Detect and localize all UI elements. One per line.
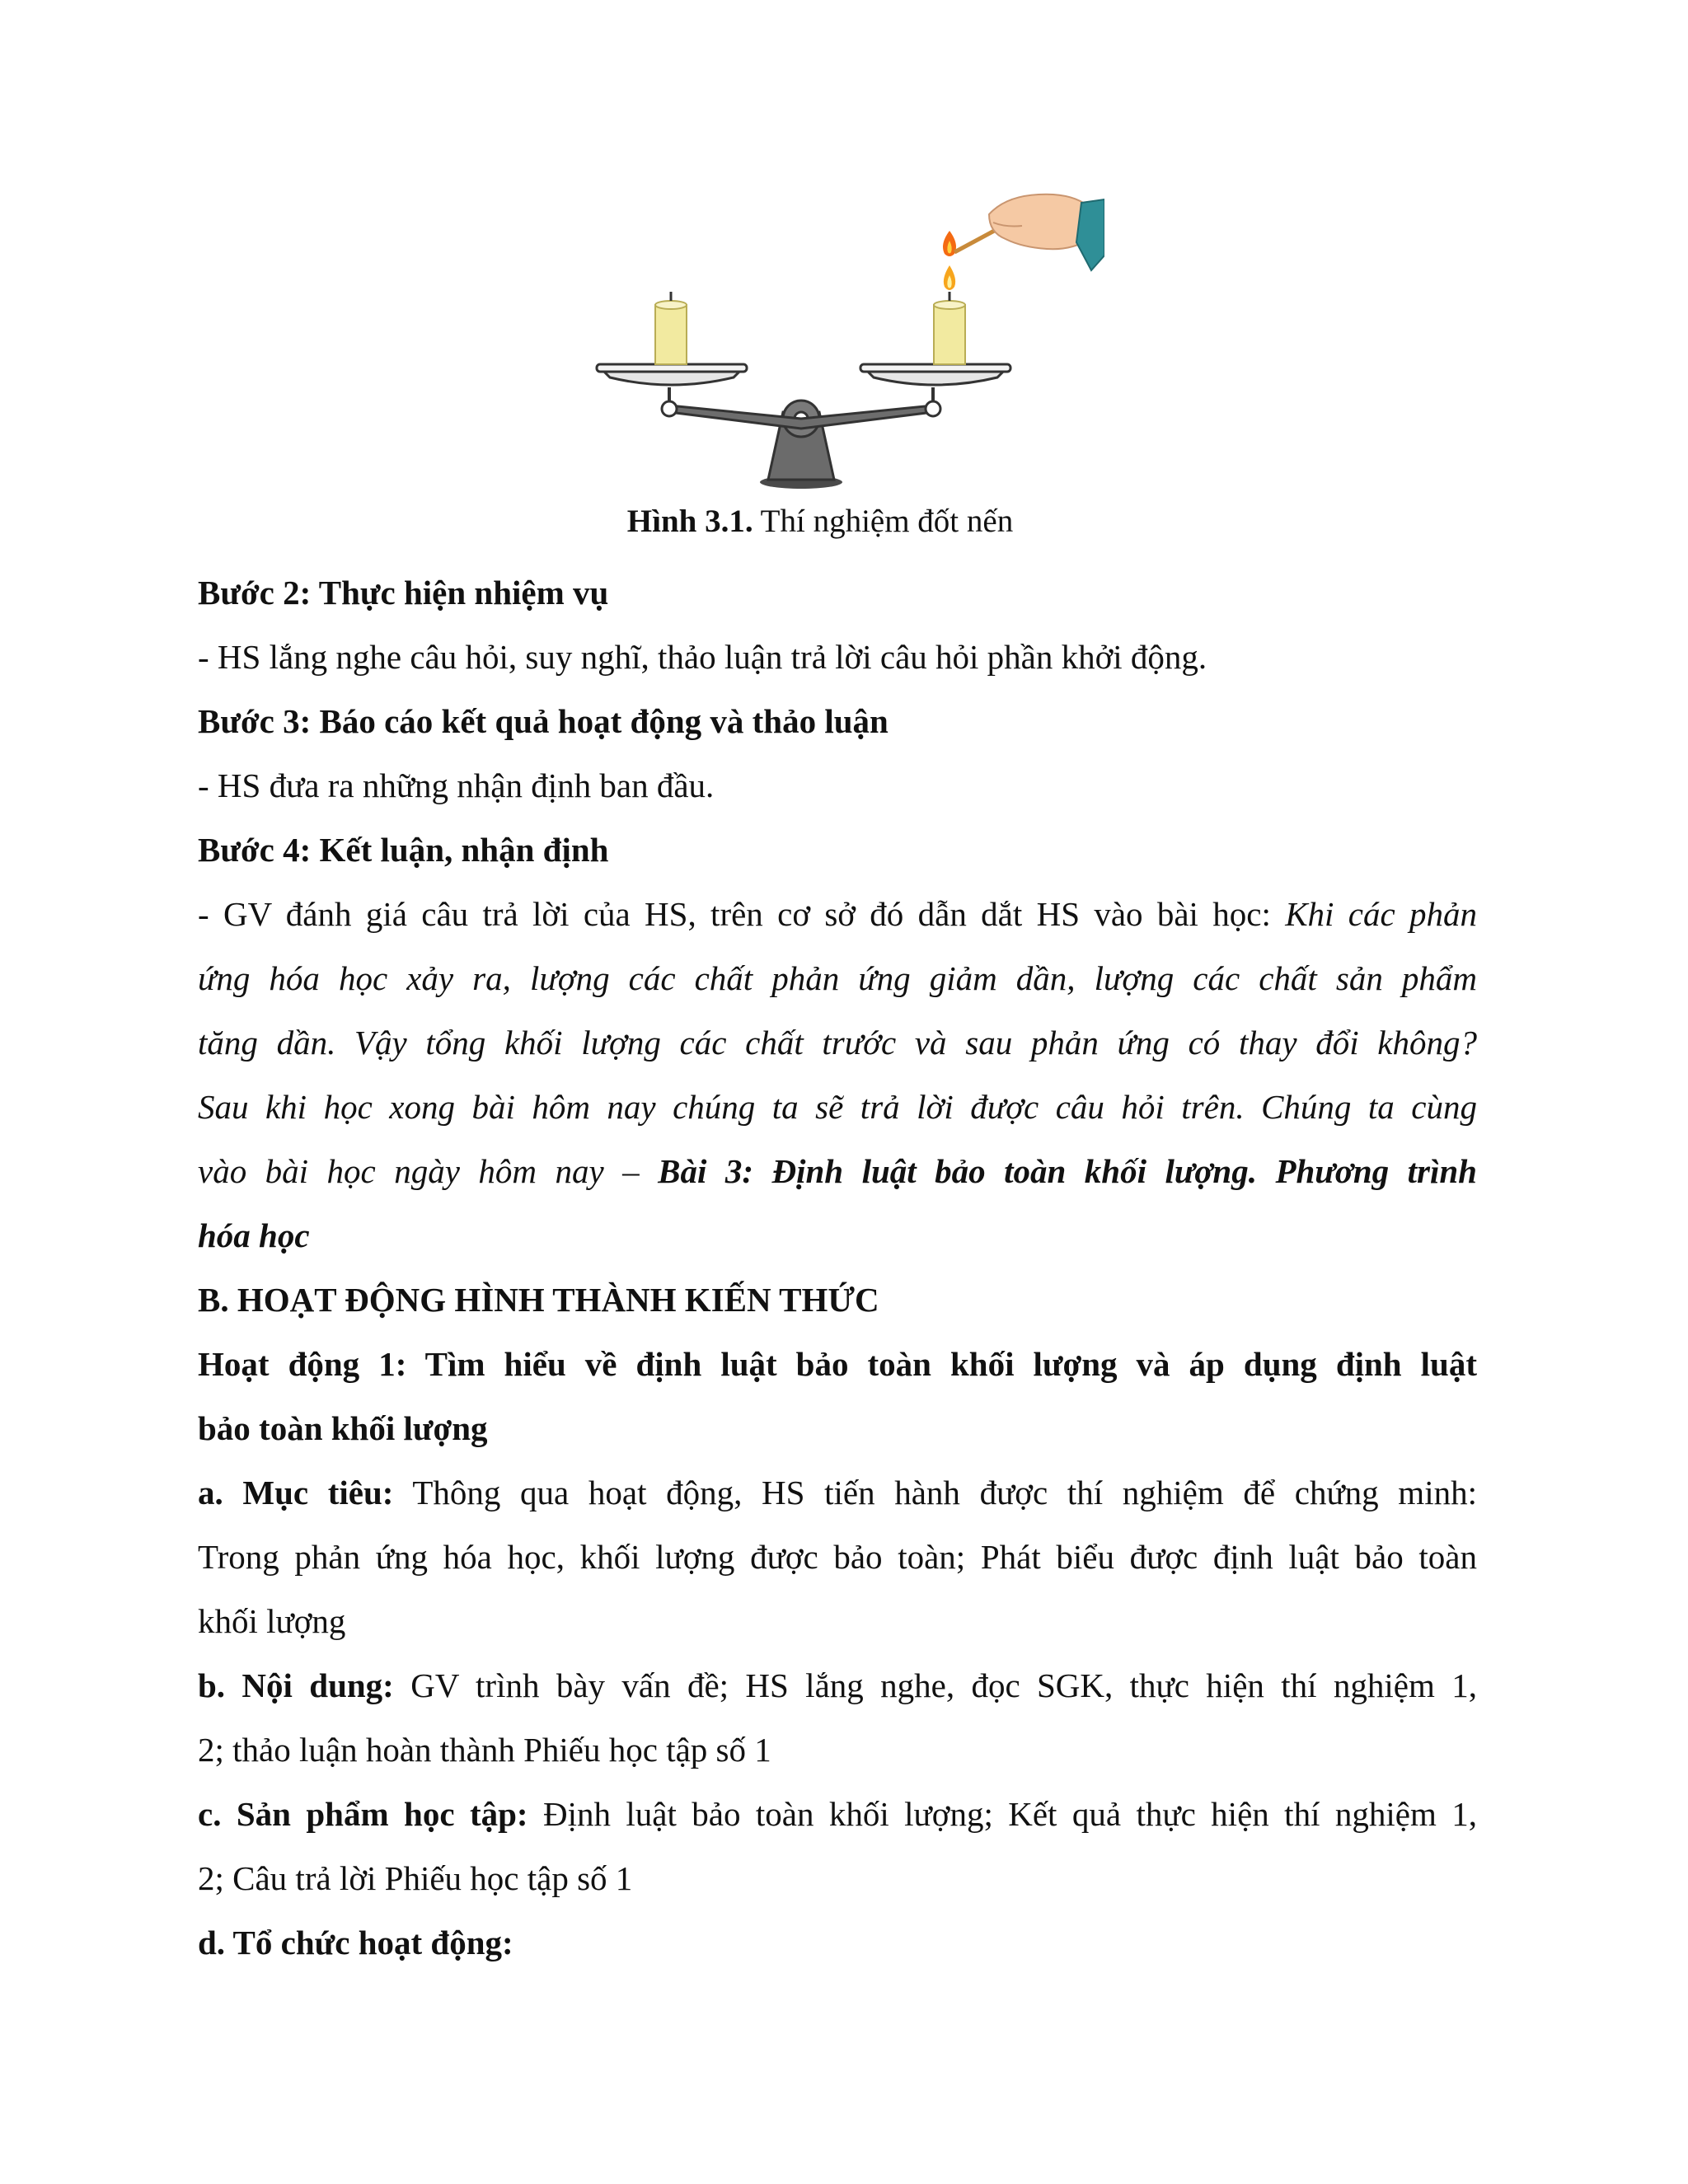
product-text-1: Định luật bảo toàn khối lượng; Kết quả thực hiện thí nghiệm 1, bbox=[528, 1795, 1478, 1833]
objective-line-2: Trong phản ứng hóa học, khối lượng được bảo toàn; Phát biểu được định luật bảo toàn bbox=[198, 1538, 1477, 1576]
lesson-title-continued: hóa học bbox=[198, 1216, 310, 1254]
step4-paragraph-line-2: ứng hóa học xảy ra, lượng các chất phản ứng giảm dần, lượng các chất sản phẩm bbox=[198, 959, 1477, 997]
objective-text-1: Thông qua hoạt động, HS tiến hành được thí nghiệm để chứng minh: bbox=[393, 1474, 1477, 1511]
step4-line5-italic: vào bài học ngày hôm nay – bbox=[198, 1152, 659, 1190]
document-body bbox=[198, 560, 1477, 1975]
step2-heading: Bước 2: Thực hiện nhiệm vụ bbox=[198, 574, 609, 612]
section-b-heading: B. HOẠT ĐỘNG HÌNH THÀNH KIẾN THỨC bbox=[198, 1281, 879, 1319]
content-label: b. Nội dung: bbox=[198, 1666, 394, 1704]
step4-paragraph-line-3: tăng dần. Vậy tổng khối lượng các chất trước và sau phản ứng có thay đổi không? bbox=[198, 1024, 1477, 1062]
content-line-2: 2; thảo luận hoàn thành Phiếu học tập số 1 bbox=[198, 1731, 771, 1769]
step4-paragraph-line-4: Sau khi học xong bài hôm nay chúng ta sẽ trả lời được câu hỏi trên. Chúng ta cùng bbox=[198, 1088, 1477, 1126]
product-label: c. Sản phẩm học tập: bbox=[198, 1795, 528, 1833]
organization-heading: d. Tổ chức hoạt động: bbox=[198, 1924, 513, 1961]
objective-line-1 bbox=[198, 1460, 1477, 1525]
figure-caption-label: Hình 3.1. bbox=[626, 504, 753, 539]
activity1-heading-line-1: Hoạt động 1: Tìm hiểu về định luật bảo toàn khối lượng và áp dụng định luật bbox=[198, 1345, 1477, 1383]
step4-paragraph-line-5 bbox=[198, 1139, 1477, 1203]
step4-line1-normal: - GV đánh giá câu trả lời của HS, trên cơ sở đó dẫn dắt HS vào bài học: bbox=[198, 895, 1286, 933]
step3-text: - HS đưa ra những nhận định ban đầu. bbox=[198, 766, 715, 804]
step4-line1-italic: Khi các phản bbox=[1285, 895, 1477, 933]
candle-balance-figure bbox=[577, 190, 1104, 503]
lesson-title: Bài 3: Định luật bảo toàn khối lượng. Phương trình bbox=[658, 1152, 1477, 1190]
activity1-heading-line-2: bảo toàn khối lượng bbox=[198, 1409, 488, 1447]
step3-heading: Bước 3: Báo cáo kết quả hoạt động và thảo luận bbox=[198, 702, 889, 740]
step4-paragraph-line-1 bbox=[198, 882, 1477, 946]
content-text-1: GV trình bày vấn đề; HS lắng nghe, đọc SGK, thực hiện thí nghiệm 1, bbox=[393, 1666, 1477, 1704]
step4-heading: Bước 4: Kết luận, nhận định bbox=[198, 831, 609, 869]
product-line-2: 2; Câu trả lời Phiếu học tập số 1 bbox=[198, 1859, 633, 1897]
figure-caption-text: Thí nghiệm đốt nến bbox=[753, 504, 1014, 539]
product-line-1 bbox=[198, 1782, 1477, 1846]
content-line-1 bbox=[198, 1653, 1477, 1718]
figure-caption bbox=[0, 501, 1640, 542]
candle-balance-illustration bbox=[577, 190, 1104, 503]
objective-line-3: khối lượng bbox=[198, 1602, 346, 1640]
objective-label: a. Mục tiêu: bbox=[198, 1474, 394, 1511]
step2-text: - HS lắng nghe câu hỏi, suy nghĩ, thảo luận trả lời câu hỏi phần khởi động. bbox=[198, 638, 1207, 676]
